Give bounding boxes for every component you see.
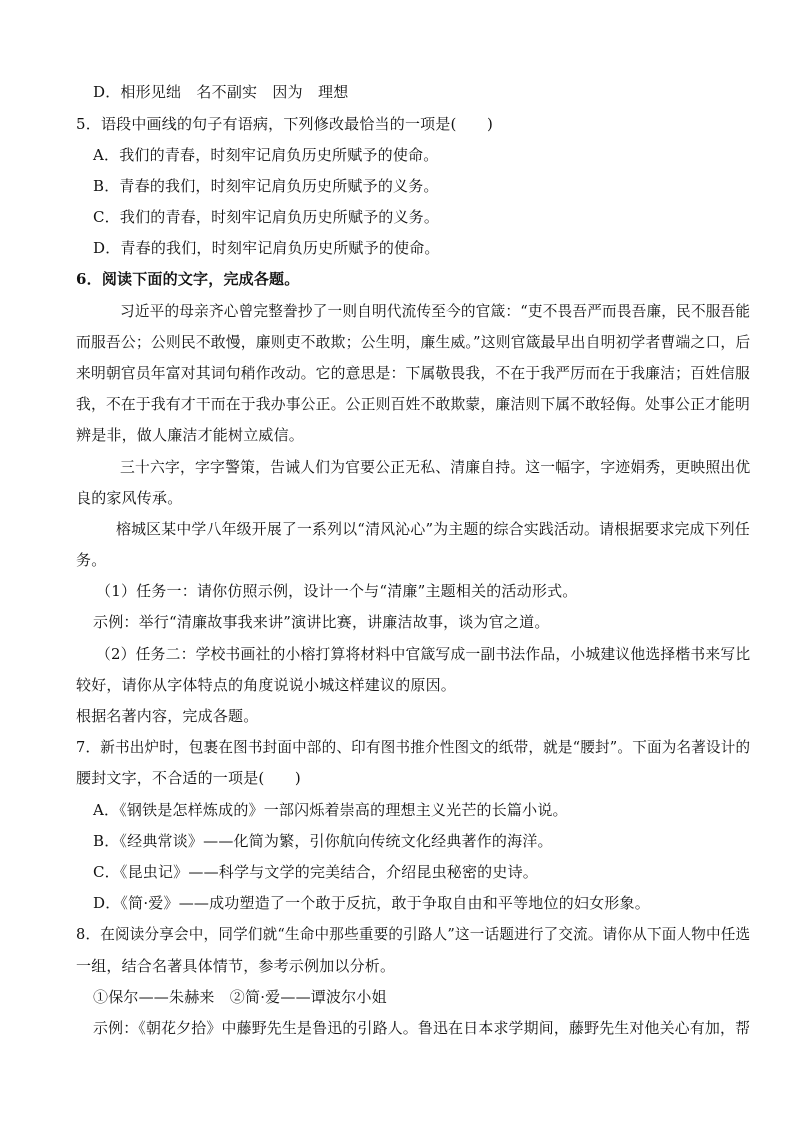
task-2: （2）任务二：学校书画社的小榕打算将材料中官箴写成一副书法作品，小城建议他选择楷书来写比 bbox=[96, 645, 751, 663]
question-7-stem: 7．新书出炉时，包裹在图书封面中部的、印有图书推介性图文的纸带，就是“腰封”。下面为名著设计的 bbox=[76, 738, 751, 756]
passage-line: 来明朝官员年富对其词句稍作改动。它的意思是：下属敬畏我，不在于我严厉而在于我廉洁；百姓信服 bbox=[76, 364, 751, 382]
question-6-stem: 6．阅读下面的文字，完成各题。 bbox=[76, 270, 300, 288]
q8-character-pairs: ①保尔——朱赫来 ②简·爱——谭波尔小姐 bbox=[93, 988, 387, 1006]
passage-line: 习近平的母亲齐心曾完整誊抄了一则自明代流传至今的官箴：“吏不畏吾严而畏吾廉，民不服吾能 bbox=[120, 302, 751, 320]
q5-option-d: D．青春的我们，时刻牢记肩负历史所赋予的使命。 bbox=[93, 239, 440, 257]
passage-line: 三十六字，字字警策，告诫人们为官要公正无私、清廉自持。这一幅字，字迹娟秀，更映照出优 bbox=[120, 458, 751, 476]
question-5-stem: 5．语段中画线的句子有语病，下列修改最恰当的一项是( ) bbox=[76, 115, 494, 133]
q8-example: 示例：《朝花夕拾》中藤野先生是鲁迅的引路人。鲁迅在日本求学期间，藤野先生对他关心有加，帮 bbox=[93, 1019, 751, 1037]
q7-option-a: A．《钢铁是怎样炼成的》一部闪烁着崇高的理想主义光芒的长篇小说。 bbox=[93, 801, 568, 819]
passage-line: 辨是非，做人廉洁才能树立威信。 bbox=[76, 426, 305, 444]
passage-line: 而服吾公；公则民不敢慢，廉则吏不敢欺；公生明，廉生威。”这则官箴最早出自明初学者曹端之口，后 bbox=[76, 333, 751, 351]
question-8-stem: 8．在阅读分享会中，同学们就“生命中那些重要的引路人”这一话题进行了交流。请你从下面人物中任选 bbox=[76, 925, 751, 943]
passage-line: 我，不在于我有才干而在于我办事公正。公正则百姓不敢欺蒙，廉洁则下属不敢轻侮。处事公正才能明 bbox=[76, 395, 751, 413]
q7-option-b: B．《经典常谈》——化简为繁，引你航向传统文化经典著作的海洋。 bbox=[93, 832, 553, 850]
q4-option-d: D．相形见绌 名不副实 因为 理想 bbox=[93, 83, 349, 101]
activity-intro: 榕城区某中学八年级开展了一系列以“清风沁心”为主题的综合实践活动。请根据要求完成下列任 bbox=[116, 520, 750, 538]
q5-option-a: A．我们的青春，时刻牢记肩负历史所赋予的使命。 bbox=[93, 146, 439, 164]
passage-line: 良的家风传承。 bbox=[76, 489, 183, 507]
q5-option-b: B．青春的我们，时刻牢记肩负历史所赋予的义务。 bbox=[93, 177, 439, 195]
question-7-stem: 腰封文字，不合适的一项是( ) bbox=[76, 769, 301, 787]
task-2: 较好，请你从字体特点的角度说说小城这样建议的原因。 bbox=[76, 676, 457, 694]
question-8-stem: 一组，结合名著具体情节，参考示例加以分析。 bbox=[76, 957, 396, 975]
q7-option-d: D．《简·爱》——成功塑造了一个敢于反抗，敢于争取自由和平等地位的妇女形象。 bbox=[93, 894, 650, 912]
task-1-example: 示例：举行“清廉故事我来讲”演讲比赛，讲廉洁故事，谈为官之道。 bbox=[93, 613, 550, 631]
task-1: （1）任务一：请你仿照示例，设计一个与“清廉”主题相关的活动形式。 bbox=[96, 582, 578, 600]
q5-option-c: C．我们的青春，时刻牢记肩负历史所赋予的义务。 bbox=[93, 208, 440, 226]
activity-intro: 务。 bbox=[76, 551, 107, 569]
q7-option-c: C．《昆虫记》——科学与文学的完美结合，介绍昆虫秘密的史诗。 bbox=[93, 863, 538, 881]
section-heading: 根据名著内容，完成各题。 bbox=[76, 707, 259, 725]
